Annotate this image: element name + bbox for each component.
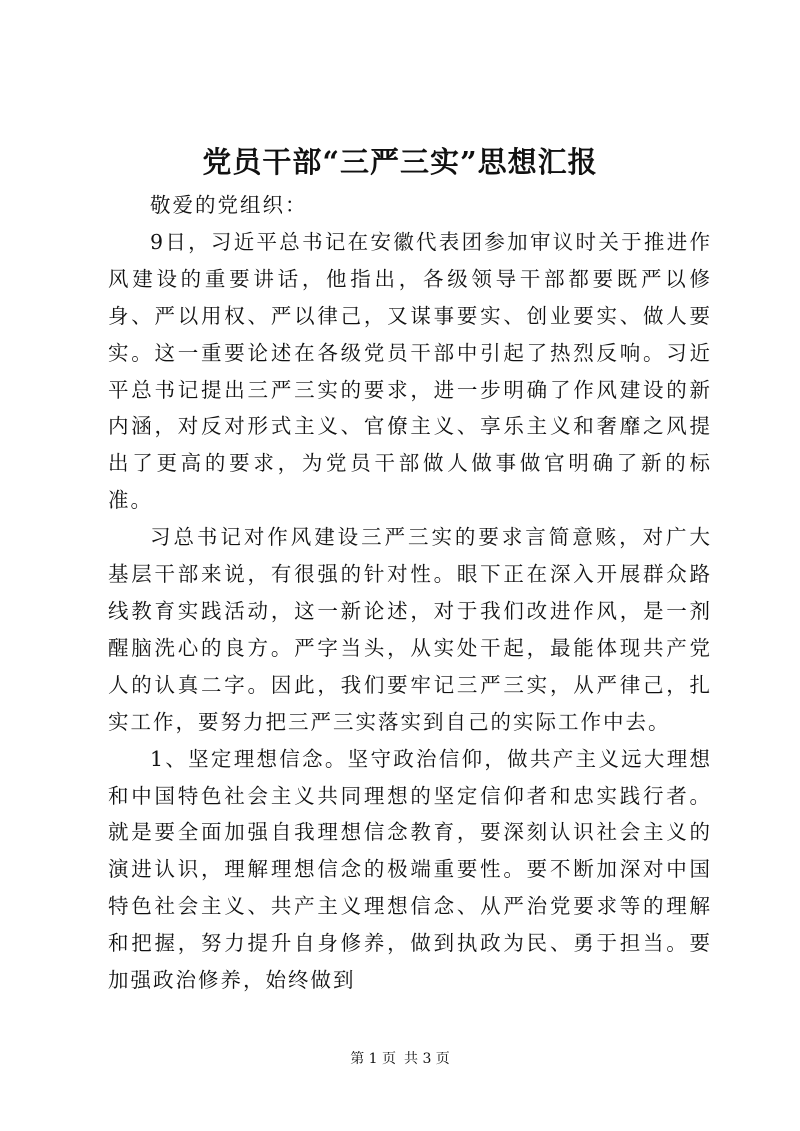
salutation: 敬爱的党组织： — [150, 193, 308, 217]
page-number: 第 1 页 — [350, 1051, 396, 1067]
paragraph-1: 9日，习近平总书记在安徽代表团参加审议时关于推进作风建设的重要讲话，他指出，各级领导干部都要既严以修身、严以用权、严以律己，又谋事要实、创业要实、做人要实。这一重要论述在各级党员干部中引起了热烈反响。习近平总书记提出三严三实的要求，进一步明确了作风建设的新内涵，对反对形式主义、官僚主义、享乐主义和奢靡之风提出了更高的要求，为党员干部做人做事做官明确了新的标准。 — [108, 229, 712, 513]
page-footer — [0, 1049, 800, 1069]
paragraph-2: 习总书记对作风建设三严三实的要求言简意赅，对广大基层干部来说，有很强的针对性。眼下正在深入开展群众路线教育实践活动，这一新论述，对于我们改进作风，是一剂醒脑洗心的良方。严字当头，从实处干起，最能体现共产党人的认真二字。因此，我们要牢记三严三实，从严律己，扎实工作，要努力把三严三实落实到自己的实际工作中去。 — [108, 525, 712, 734]
page-total: 共 3 页 — [404, 1051, 450, 1067]
paragraph-3: 1、坚定理想信念。坚守政治信仰，做共产主义远大理想和中国特色社会主义共同理想的坚定信仰者和忠实践行者。就是要全面加强自我理想信念教育，要深刻认识社会主义的演进认识，理解理想信念的极端重要性。要不断加深对中国特色社会主义、共产主义理想信念、从严治党要求等的理解和把握，努力提升自身修养，做到执政为民、勇于担当。要加强政治修养，始终做到 — [108, 746, 712, 993]
document-body — [108, 187, 712, 999]
document-title: 党员干部“三严三实”思想汇报 — [202, 145, 598, 179]
